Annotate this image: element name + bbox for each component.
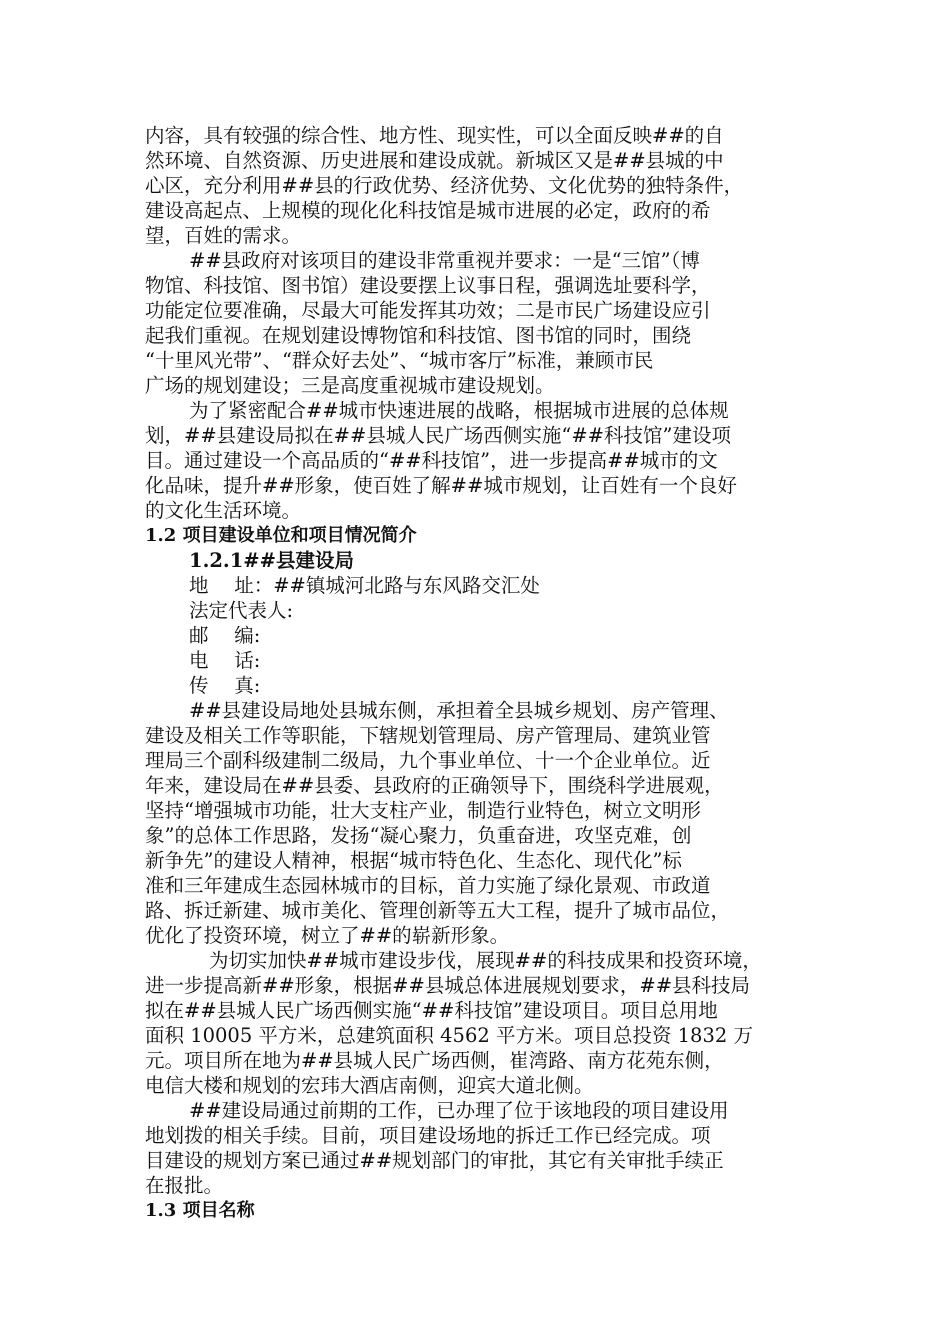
text-line: 电信大楼和规划的宏玮大酒店南侧，迎宾大道北侧。 [145, 1074, 594, 1097]
section-heading-1-2: 1.2 项目建设单位和项目情况简介 [145, 525, 417, 546]
text-line: 化品味，提升##形象，使百姓了解##城市规划，让百姓有一个良好 [145, 474, 737, 497]
text-line: 望，百姓的需求。 [145, 224, 302, 247]
paragraph-project-overview [145, 948, 835, 1098]
text-line: 进一步提高新##形象，根据##县城总体进展规划要求，##县科技局 [145, 974, 751, 997]
text-line: 目建设的规划方案已通过##规划部门的审批，其它有关审批手续正 [145, 1149, 724, 1172]
text-line: 年来，建设局在##县委、县政府的正确领导下，围绕科学进展观， [145, 774, 724, 797]
text-line: 理局三个副科级建制二级局，九个事业单位、十一个企业单位。近 [145, 749, 711, 772]
text-line: 坚持“增强城市功能，壮大支柱产业，制造行业特色，树立文明形 [145, 799, 701, 822]
text-line: 新争先”的建设人精神，根据“城市特色化、生态化、现代化”标 [145, 849, 682, 872]
text-line: 的文化生活环境。 [145, 499, 302, 522]
text-line: 物馆、科技馆、图书馆）建设要摆上议事日程，强调选址要科学， [145, 274, 711, 297]
paragraph-strategy [145, 398, 835, 523]
text-line: 优化了投资环境，树立了##的崭新形象。 [145, 924, 510, 947]
paragraph-bureau-introduction [145, 698, 835, 948]
text-line: 地划拨的相关手续。目前，项目建设场地的拆迁工作已经完成。项 [145, 1124, 711, 1147]
text-line: ##建设局通过前期的工作，已办理了位于该地段的项目建设用 [189, 1099, 729, 1122]
text-line: 为切实加快##城市建设步伐，展现##的科技成果和投资环境， [209, 949, 762, 972]
paragraph-background [145, 123, 835, 248]
paragraph-approval-status [145, 1098, 835, 1198]
text-line: 路、拆迁新建、城市美化、管理创新等五大工程，提升了城市品位， [145, 899, 731, 922]
text-line: 划，##县建设局拟在##县城人民广场西侧实施“##科技馆”建设项 [145, 424, 731, 447]
text-line: 为了紧密配合##城市快速进展的战略，根据城市进展的总体规 [189, 399, 729, 422]
section-heading-1-3: 1.3 项目名称 [145, 1200, 255, 1221]
text-line: 准和三年建成生态园林城市的目标，首力实施了绿化景观、市政道 [145, 874, 711, 897]
text-line: ##县建设局地处县城东侧，承担着全县城乡规划、房产管理、 [189, 699, 729, 722]
text-line: 元。项目所在地为##县城人民广场西侧，崔湾路、南方花苑东侧， [145, 1049, 724, 1072]
contact-address: 地 址：##镇城河北路与东风路交汇处 [189, 574, 540, 597]
document-page [145, 123, 835, 1223]
contact-representative: 法定代表人: [189, 599, 294, 622]
contact-phone: 电 话: [189, 649, 261, 672]
text-line: 广场的规划建设；三是高度重视城市建设规划。 [145, 374, 555, 397]
paragraph-government-requirements [145, 248, 835, 398]
text-line: 然环境、自然资源、历史进展和建设成就。新城区又是##县城的中 [145, 149, 724, 172]
text-line: 在报批。 [145, 1174, 224, 1197]
text-line: 建设高起点、上规模的现化化科技馆是城市进展的必定，政府的希 [145, 199, 711, 222]
text-line: 功能定位要准确，尽最大可能发挥其功效；二是市民广场建设应引 [145, 299, 711, 322]
contact-block [145, 573, 835, 698]
contact-postcode: 邮 编: [189, 624, 261, 647]
text-line: 象”的总体工作思路，发扬“凝心聚力，负重奋进，攻坚克难，创 [145, 824, 692, 847]
text-line: 拟在##县城人民广场西侧实施“##科技馆”建设项目。项目总用地 [145, 999, 718, 1022]
text-line: ##县政府对该项目的建设非常重视并要求：一是“三馆”（博 [189, 249, 700, 272]
text-line: 起我们重视。在规划建设博物馆和科技馆、图书馆的同时，围绕 [145, 324, 692, 347]
text-line: 目。通过建设一个高品质的“##科技馆”，进一步提高##城市的文 [145, 449, 718, 472]
text-line: 心区，充分利用##县的行政优势、经济优势、文化优势的独特条件， [145, 174, 744, 197]
text-line: 面积 10005 平方米，总建筑面积 4562 平方米。项目总投资 1832 万 [145, 1024, 753, 1047]
text-line: 内容，具有较强的综合性、地方性、现实性，可以全面反映##的自 [145, 124, 724, 147]
text-line: “十里风光带”、“群众好去处”、“城市客厅”标准，兼顾市民 [145, 349, 654, 372]
text-line: 建设及相关工作等职能，下辖规划管理局、房产管理局、建筑业管 [145, 724, 711, 747]
section-heading-1-2-1: 1.2.1##县建设局 [189, 549, 354, 572]
contact-fax: 传 真: [189, 674, 261, 697]
